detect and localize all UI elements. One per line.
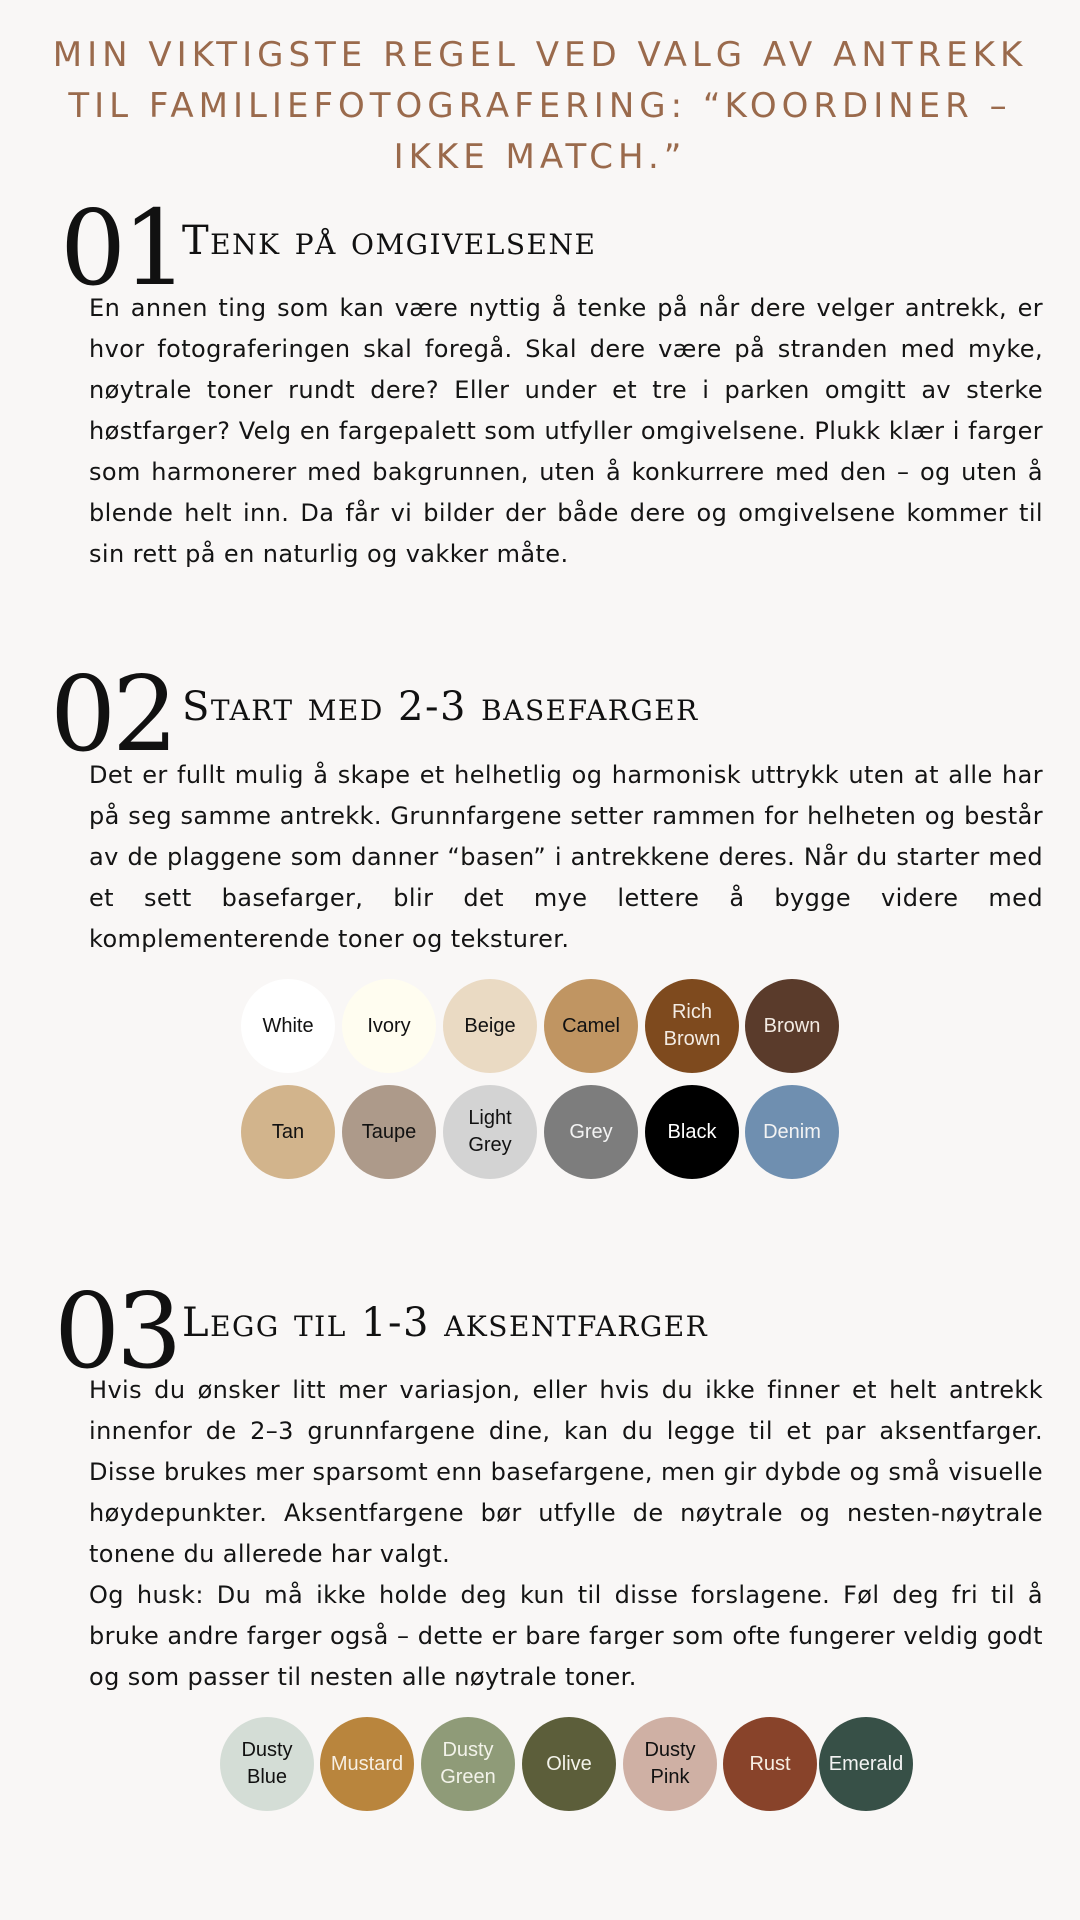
color-swatch: Dusty Green xyxy=(421,1717,515,1811)
color-swatch: White xyxy=(241,979,335,1073)
section-heading: Start med 2-3 basefarger xyxy=(182,684,699,730)
color-swatch: Brown xyxy=(745,979,839,1073)
color-swatch: Camel xyxy=(544,979,638,1073)
section-paragraph: Det er fullt mulig å skape et helhetlig og harmonisk uttrykk uten at alle har på seg samme antrekk. Grunnfargene setter rammen for helheten og består av de plaggene som danner “basen” i antrekkene deres. Når du starter med et sett basefarger, blir det mye lettere å bygge videre med komplementerende toner og teksturer. xyxy=(89,761,1043,953)
color-swatch: Emerald xyxy=(819,1717,913,1811)
color-swatch: Mustard xyxy=(320,1717,414,1811)
section-number: 02 xyxy=(50,653,175,775)
color-swatch: Grey xyxy=(544,1085,638,1179)
section-number: 03 xyxy=(54,1270,179,1392)
section-heading: Legg til 1-3 aksentfarger xyxy=(182,1300,709,1346)
color-swatch: Ivory xyxy=(342,979,436,1073)
color-swatch: Olive xyxy=(522,1717,616,1811)
section-paragraph: Hvis du ønsker litt mer variasjon, eller hvis du ikke finner et helt antrekk innenfor de 2–3 grunnfargene dine, kan du legge til et par aksentfarger. Disse brukes mer sparsomt enn basefargene, men gir dybde og små visuelle høydepunkter. Aksentfargene bør utfylle de nøytrale og nesten-nøytrale tonene du allerede har valgt. xyxy=(89,1376,1043,1568)
section-paragraph: En annen ting som kan være nyttig å tenke på når dere velger antrekk, er hvor fotograferingen skal foregå. Skal dere være på stranden med myke, nøytrale toner rundt dere? Eller under et tre i parken omgitt av sterke høstfarger? Velg en fargepalett som utfyller omgivelsene. Plukk klær i farger som harmonerer med bakgrunnen, uten å konkurrere med den – og uten å blende helt inn. Da får vi bilder der både dere og omgivelsene kommer til sin rett på en naturlig og vakker måte. xyxy=(89,294,1043,568)
color-swatch: Taupe xyxy=(342,1085,436,1179)
color-swatch: Beige xyxy=(443,979,537,1073)
color-swatch: Dusty Pink xyxy=(623,1717,717,1811)
color-swatch: Tan xyxy=(241,1085,335,1179)
section-heading: Tenk på omgivelsene xyxy=(182,218,597,264)
page-title: MIN VIKTIGSTE REGEL VED VALG AV ANTREKK TIL FAMILIEFOTOGRAFERING: “KOORDINER – IKKE MATCH.” xyxy=(52,35,1028,177)
section-number: 01 xyxy=(60,187,185,309)
color-swatch: Rust xyxy=(723,1717,817,1811)
color-swatch: Light Grey xyxy=(443,1085,537,1179)
color-swatch: Dusty Blue xyxy=(220,1717,314,1811)
color-swatch: Rich Brown xyxy=(645,979,739,1073)
color-swatch: Black xyxy=(645,1085,739,1179)
color-swatch: Denim xyxy=(745,1085,839,1179)
section-paragraph: Og husk: Du må ikke holde deg kun til disse forslagene. Føl deg fri til å bruke andre farger også – dette er bare farger som ofte fungerer veldig godt og som passer til nesten alle nøytrale toner. xyxy=(89,1581,1043,1691)
